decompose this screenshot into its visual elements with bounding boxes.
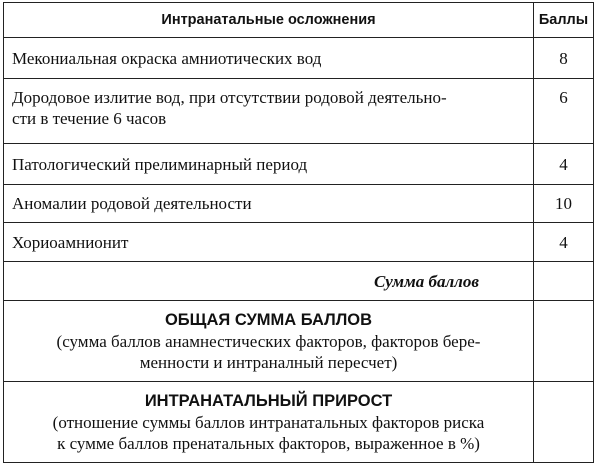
table-row <box>4 185 594 223</box>
sum-value <box>534 262 594 301</box>
intranatal-complications-table <box>3 2 594 463</box>
complication-score: 4 <box>534 144 594 185</box>
complication-label <box>4 79 534 144</box>
table-row <box>4 79 594 144</box>
complication-score: 8 <box>534 38 594 79</box>
total-score-row <box>4 301 594 382</box>
complication-label: Хориоамнионит <box>4 223 534 262</box>
total-score-value <box>534 301 594 382</box>
intranatal-increment-subtitle: (отношение суммы баллов интранатальных факторов риска к сумме баллов пренатальных факторов, выраженное в %) <box>52 413 485 453</box>
intranatal-increment-value <box>534 382 594 463</box>
total-score-subtitle: (сумма баллов анамнестических факторов, факторов бере- менности и интраналный пересчет) <box>56 332 481 372</box>
column-header-score: Баллы <box>534 3 594 38</box>
sum-label: Сумма баллов <box>4 262 534 301</box>
complication-score: 10 <box>534 185 594 223</box>
complication-score: 4 <box>534 223 594 262</box>
complication-label: Аномалии родовой деятельности <box>4 185 534 223</box>
total-score-title: ОБЩАЯ СУММА БАЛЛОВ <box>164 311 373 329</box>
sum-row <box>4 262 594 301</box>
total-score-description <box>4 301 534 382</box>
intranatal-increment-description <box>4 382 534 463</box>
table-row <box>4 38 594 79</box>
table-row <box>4 144 594 185</box>
complication-label-text: Дородовое излитие вод, при отсутствии родовой деятельно- сти в течение 6 часов <box>12 88 447 128</box>
table-row <box>4 223 594 262</box>
complication-label: Патологический прелиминарный период <box>4 144 534 185</box>
column-header-complications: Интранатальные осложнения <box>4 3 534 38</box>
complication-score: 6 <box>534 79 594 144</box>
table-header-row <box>4 3 594 38</box>
intranatal-increment-title: ИНТРАНАТАЛЬНЫЙ ПРИРОСТ <box>144 392 393 410</box>
intranatal-increment-row <box>4 382 594 463</box>
complication-label: Мекониальная окраска амниотических вод <box>4 38 534 79</box>
